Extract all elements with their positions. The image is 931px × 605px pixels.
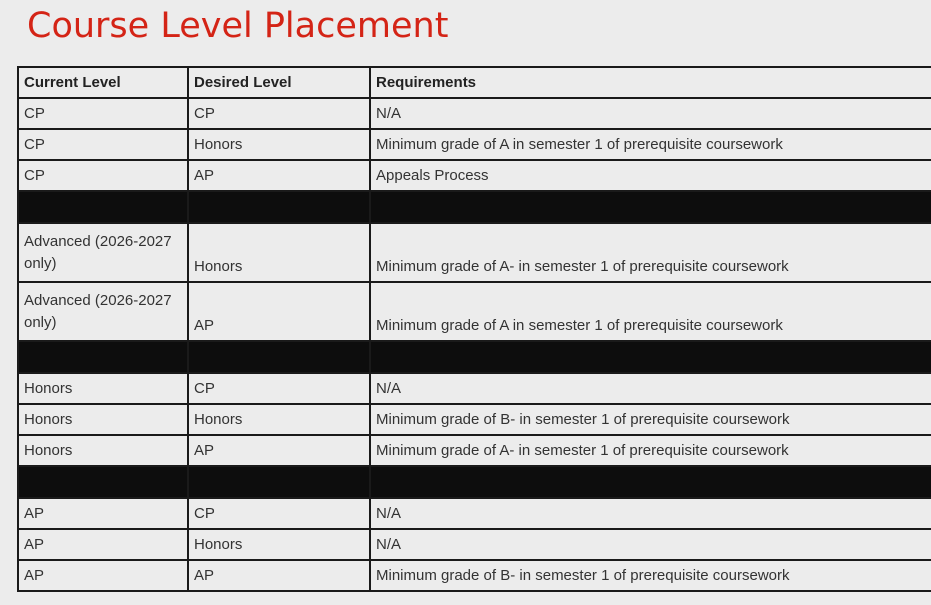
requirements-cell: Minimum grade of A in semester 1 of prerequisite coursework [370, 282, 931, 341]
desired-level-cell: AP [188, 435, 370, 466]
table-row [18, 560, 931, 591]
placement-table [17, 66, 931, 592]
separator-cell [18, 466, 188, 498]
separator-cell [370, 466, 931, 498]
requirements-cell: Minimum grade of B- in semester 1 of prerequisite coursework [370, 404, 931, 435]
separator-cell [188, 191, 370, 223]
desired-level-cell: Honors [188, 529, 370, 560]
requirements-cell: Minimum grade of A in semester 1 of prerequisite coursework [370, 129, 931, 160]
desired-level-cell: AP [188, 282, 370, 341]
requirements-cell: N/A [370, 373, 931, 404]
header-desired-level: Desired Level [188, 67, 370, 98]
requirements-cell: Minimum grade of A- in semester 1 of prerequisite coursework [370, 223, 931, 282]
separator-cell [370, 191, 931, 223]
current-level-cell: AP [18, 498, 188, 529]
separator-cell [370, 341, 931, 373]
table-row [18, 529, 931, 560]
current-level-cell: CP [18, 98, 188, 129]
requirements-cell: N/A [370, 98, 931, 129]
table-row [18, 98, 931, 129]
header-current-level: Current Level [18, 67, 188, 98]
current-level-cell: CP [18, 129, 188, 160]
separator-cell [188, 341, 370, 373]
requirements-cell: Appeals Process [370, 160, 931, 191]
table-row [18, 282, 931, 341]
desired-level-cell: Honors [188, 129, 370, 160]
requirements-cell: N/A [370, 529, 931, 560]
separator-row [18, 466, 931, 498]
requirements-cell: Minimum grade of B- in semester 1 of prerequisite coursework [370, 560, 931, 591]
table-row [18, 160, 931, 191]
requirements-cell: Minimum grade of A- in semester 1 of prerequisite coursework [370, 435, 931, 466]
separator-cell [188, 466, 370, 498]
current-level-cell: Honors [18, 404, 188, 435]
current-level-cell: Advanced (2026-2027 only) [18, 282, 188, 341]
table-row [18, 435, 931, 466]
desired-level-cell: CP [188, 373, 370, 404]
table-row [18, 498, 931, 529]
desired-level-cell: Honors [188, 404, 370, 435]
current-level-cell: Honors [18, 435, 188, 466]
desired-level-cell: CP [188, 98, 370, 129]
current-level-cell: Honors [18, 373, 188, 404]
table-header-row [18, 67, 931, 98]
requirements-cell: N/A [370, 498, 931, 529]
separator-cell [18, 191, 188, 223]
current-level-cell: CP [18, 160, 188, 191]
table-row [18, 404, 931, 435]
separator-cell [18, 341, 188, 373]
table-row [18, 373, 931, 404]
current-level-cell: AP [18, 560, 188, 591]
page-title: Course Level Placement [27, 6, 449, 46]
desired-level-cell: AP [188, 160, 370, 191]
separator-row [18, 191, 931, 223]
desired-level-cell: AP [188, 560, 370, 591]
desired-level-cell: Honors [188, 223, 370, 282]
current-level-cell: Advanced (2026-2027 only) [18, 223, 188, 282]
separator-row [18, 341, 931, 373]
current-level-cell: AP [18, 529, 188, 560]
header-requirements: Requirements [370, 67, 931, 98]
desired-level-cell: CP [188, 498, 370, 529]
table-row [18, 129, 931, 160]
table-row [18, 223, 931, 282]
